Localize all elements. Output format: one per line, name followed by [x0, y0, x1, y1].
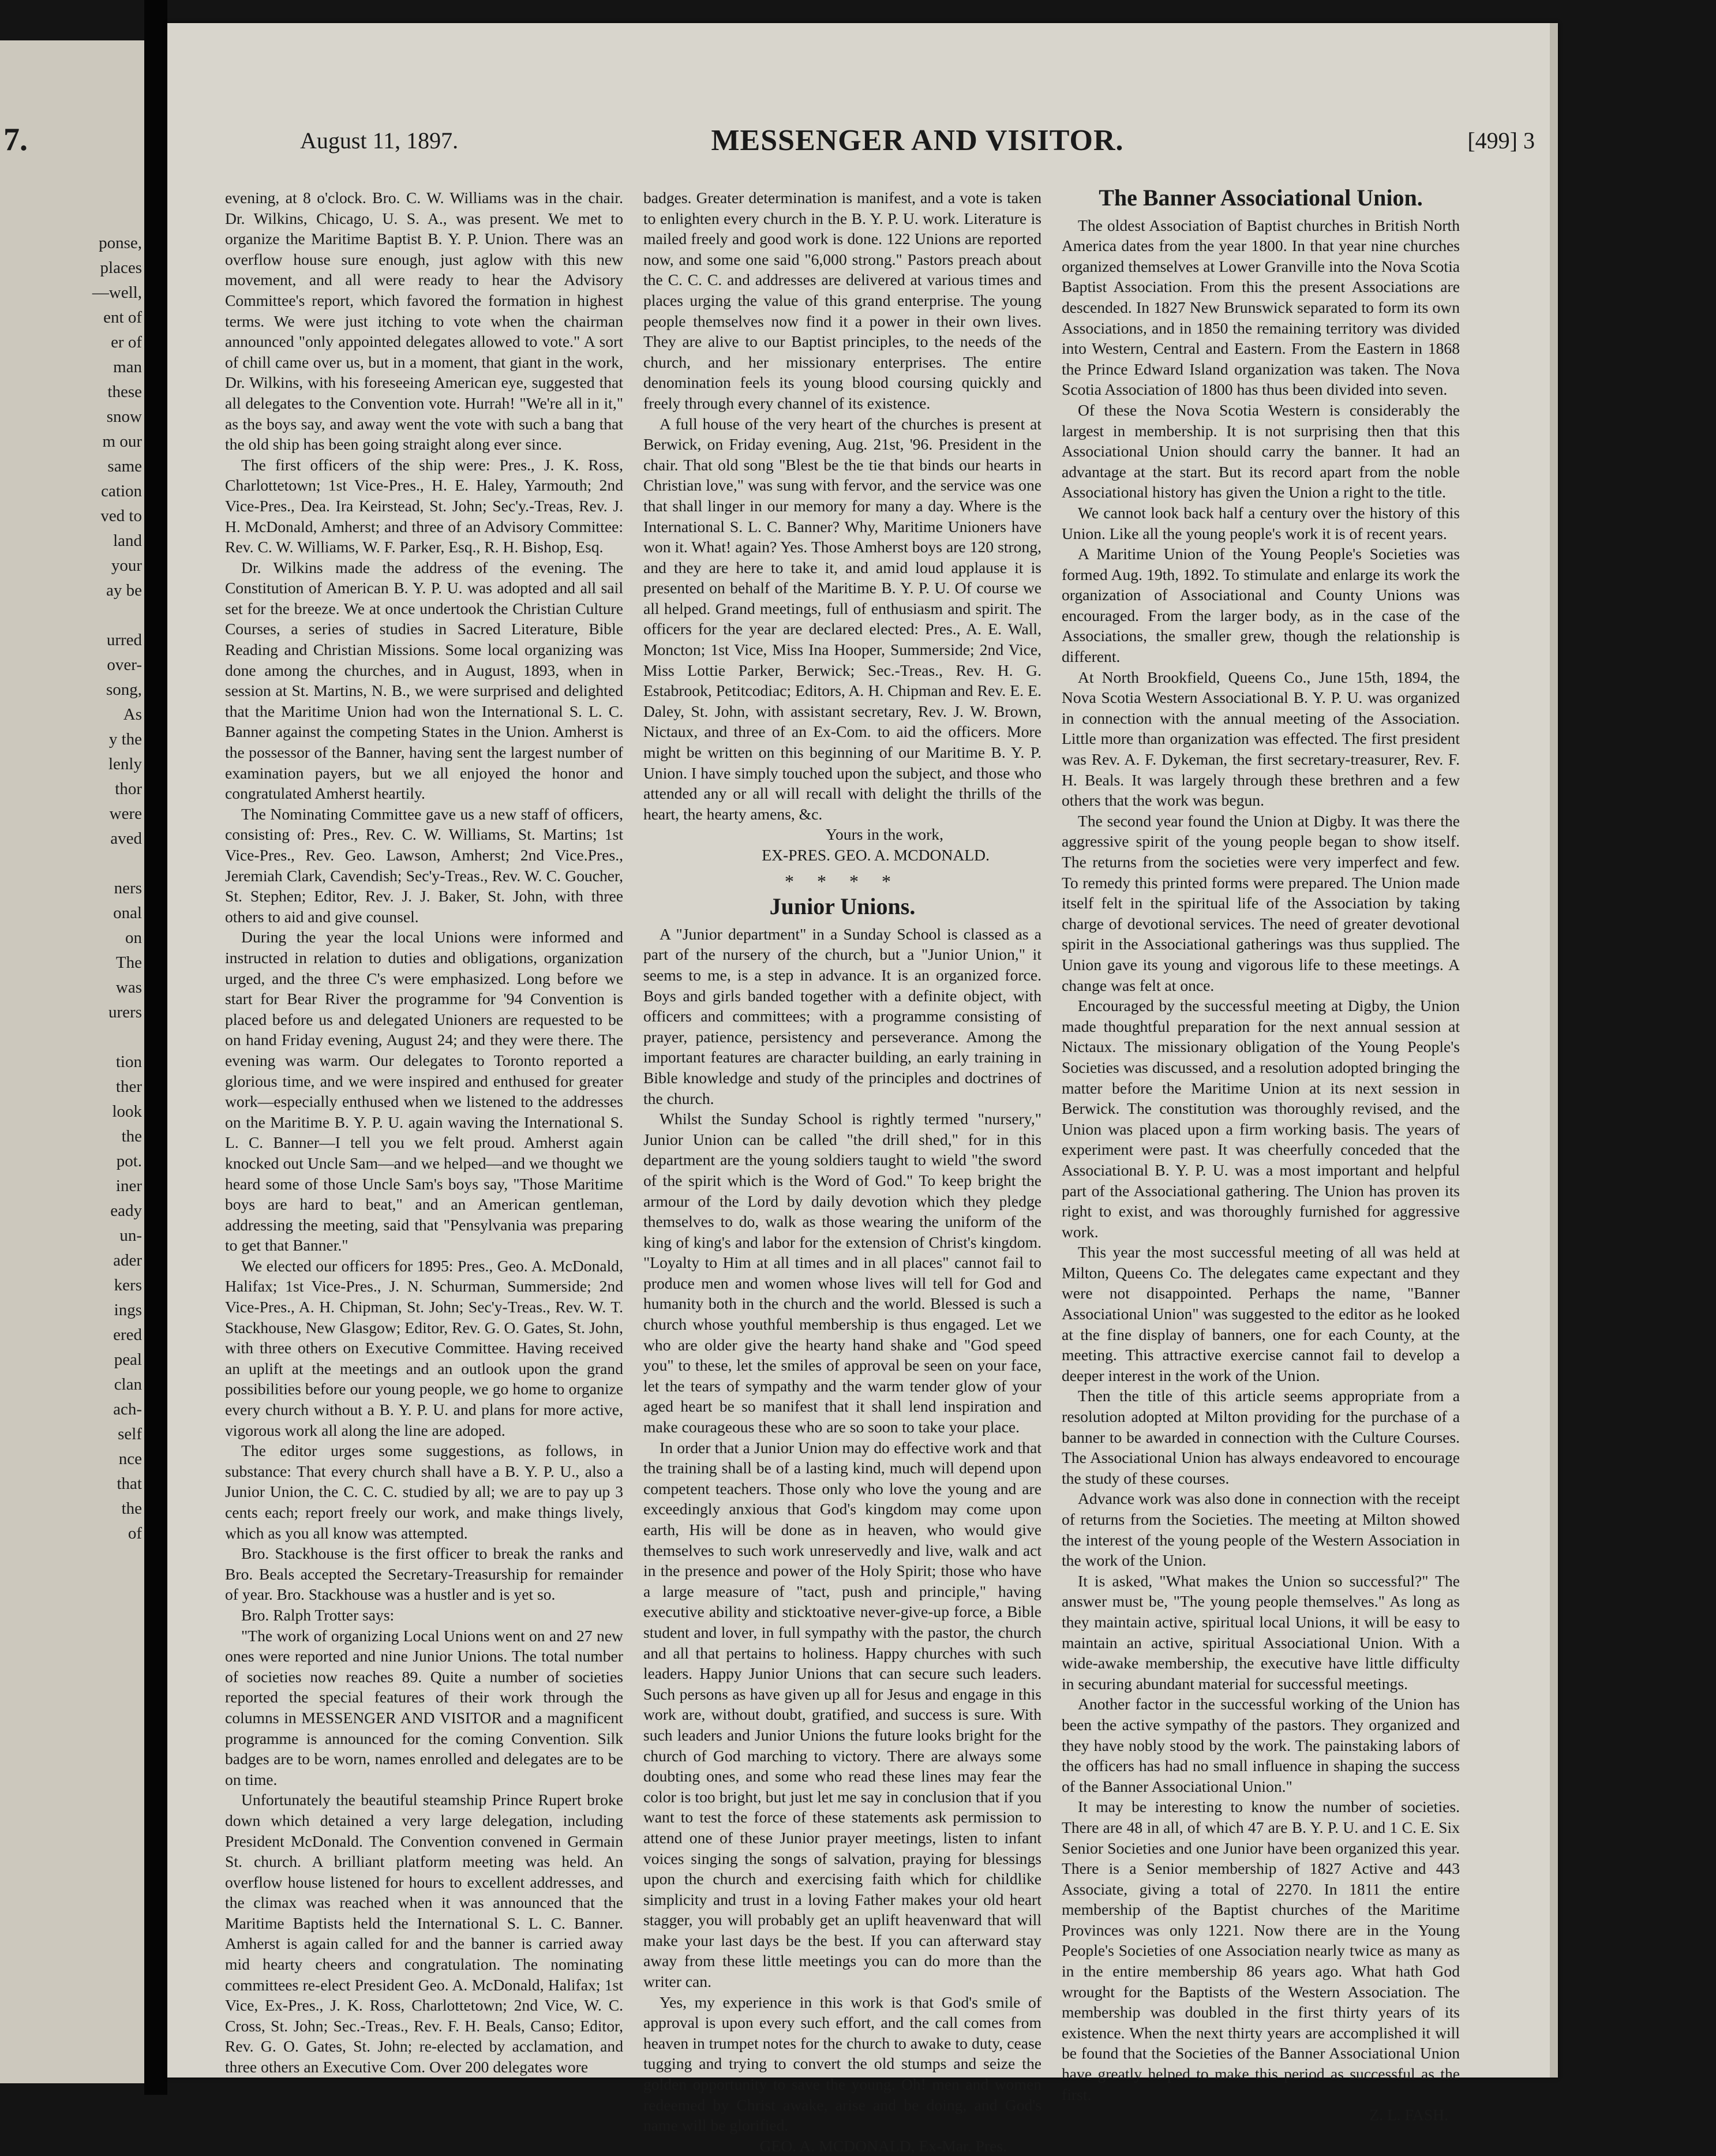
adjacent-page-text: ponse, places —well, ent of er of man these snow m our same cation ved to land your ay be urred over- song, As y the lenly thor were aved ners onal on The was urers tion ther look the pot. iner eady un- ader kers ings ered peal clan ach- self nce that the of — [92, 234, 142, 1543]
paragraph: Bro. Stackhouse is the first officer to break the ranks and Bro. Beals accepted the Secretary-Treasurship for remainder of year. Bro. Stackhouse was a hustler and is yet so. — [225, 1544, 623, 1604]
paragraph: Then the title of this article seems appropriate from a resolution adopted at Milton providing for the purchase of a banner to be awarded in connection with the Culture Courses. The Associational Union has always endeavored to encourage the study of these courses. — [1062, 1387, 1460, 1487]
paragraph: The first officers of the ship were: Pres., J. K. Ross, Charlottetown; 1st Vice-Pres., H. E. Haley, Yarmouth; 2nd Vice-Pres., Dea. Ira Keirstead, St. John; Sec'y.-Treas, Rev. J. H. McDonald, Amherst; and three of an Advisory Committee: Rev. C. W. Williams, W. F. Parker, Esq., R. H. Bishop, Esq. — [225, 455, 623, 556]
paragraph: Encouraged by the successful meeting at Digby, the Union made thoughtful preparation for the next annual session at Nictaux. The missionary obligation of the Young People's Societies was discussed, and a resolution adopted bringing the matter before the Maritime Union at its next session in Berwick. The constitution was thoroughly revised, and the Union was placed upon a firm working basis. The years of experiment were past. It was cheerfully conceded that the Associational B. Y. P. U. was a most important and helpful part of the Associational gathering. The Union has proven its right to exist, and was thoroughly furnished for aggressive work. — [1062, 997, 1460, 1241]
paragraph: The oldest Association of Baptist churches in British North America dates from the year 1800. In that year nine churches organized themselves at Lower Granville into the Nova Scotia Baptist Association. From this the present Associations are descended. In 1827 New Brunswick separated to form its own Associations, and in 1850 the remaining territory was divided into Western, Central and Eastern. From the Eastern in 1868 the Prince Edward Island organization was taken. The Nova Scotia Association of 1800 has thus been divided into seven. — [1062, 216, 1460, 399]
column-1 — [225, 188, 623, 2076]
paragraph: The Nominating Committee gave us a new staff of officers, consisting of: Pres., Rev. C. W. Williams, St. Martins; 1st Vice-Pres., Rev. Geo. Lawson, Amherst; 2nd Vice.Pres., Jeremiah Clark, Cavendish; Sec'y-Treas., Rev. W. C. Goucher, St. Stephen; Editor, Rev. J. J. Baker, St. John, with three others to aid and give counsel. — [225, 804, 623, 926]
paragraph: We elected our officers for 1895: Pres., Geo. A. McDonald, Halifax; 1st Vice-Pres., J. N. Schurman, Summerside; 2nd Vice-Pres., A. H. Chipman, St. John; Sec'y-Treas., Rev. W. T. Stackhouse, New Glasgow; Editor, Rev. G. O. Gates, St. John, with three others on Executive Committee. Having received an uplift at the meetings and an outlook upon the grand possibilities before our young people, we go home to organize every church without a B. Y. P. U. and plans for more active, vigorous work all along the line are adoped. — [225, 1256, 623, 1439]
issue-date: August 11, 1897. — [300, 128, 459, 154]
paragraph: The second year found the Union at Digby. It was there the aggressive spirit of the young people began to show itself. The returns from the societies were very imperfect and few. To remedy this printed forms were prepared. The Union made itself felt in the spiritual life of the Association by taking charge of devotional services. The need of greater devotional spirit in the Associational gatherings was thus supplied. The Union gave its young and vigorous life to these meetings. A change was felt at once. — [1062, 811, 1460, 994]
paragraph: It may be interesting to know the number of societies. There are 48 in all, of which 47 are B. Y. P. U. and 1 C. E. Six Senior Societies and one Junior have been organized this year. There is a Senior membership of 1827 Active and 443 Associate, giving a total of 2270. In 1811 the entire membership of the Baptist churches of the Maritime Provinces was only 1221. Now there are in the Young People's Societies of one Association nearly twice as many as in the entire membership 86 years ago. What hath God wrought for the Baptists of the Western Association. The membership was doubled in the first thirty years of its existence. When the next thirty years are accomplished it will be found that the Societies of the Banner Associational Union have greatly helped to make this period as successful as the first. — [1062, 1798, 1460, 2103]
paragraph: A "Junior department" in a Sunday School is classed as a part of the nursery of the church, but a "Junior Union," it seems to me, is a step in advance. It is an organized force. Boys and girls banded together with a definite object, with officers and committees; with a programme consisting of prayer, patience, persistency and perseverance. Among the important features are character building, an early training in Bible knowledge and study of the principles and doctrines of the church. — [643, 924, 1041, 1107]
article-heading: Junior Unions. — [769, 893, 916, 920]
paragraph: It is asked, "What makes the Union so successful?" The answer must be, "The young people themselves." As long as they maintain active, spiritual local Unions, it will be easy to maintain an active, spiritual Associational Union. With a wide-awake membership, the executive have little difficulty in securing abundant material for successful meetings. — [1062, 1571, 1460, 1693]
paragraph: Yes, my experience in this work is that God's smile of approval is upon every such effort, and the call comes from heaven in trumpet notes for the church to awake to duty, cease tugging and trying to convert the old stumps and seize the golden opportunity to save the young. Oh! men and women redeemed by Christ awake, arise and be doing, and God's name will be glorified. — [643, 1993, 1041, 2135]
paragraph: Of these the Nova Scotia Western is considerably the largest in membership. It is not surprising then that this Associational Union should carry the banner. It had an advantage at the start. But its record apart from the noble Associational history has given the Union a right to the title. — [1062, 400, 1460, 501]
column-2 — [643, 188, 1041, 2155]
paragraph: Advance work was also done in connection with the receipt of returns from the Societies. The meeting at Milton showed the interest of the young people of the Western Association in the work of the Union. — [1062, 1489, 1460, 1570]
paragraph: In order that a Junior Union may do effective work and that the training shall be of a lasting kind, much will depend upon competent teachers. Those only who love the young and are exceedingly anxious that God's kingdom may come upon earth, His will be done as in heaven, who would give themselves to such work unreservedly and live, walk and act in the presence and power of the Holy Spirit; those who have a large measure of "tact, push and principle," having executive ability and sticktoative never-give-up force, a Bible student and lover, in full sympathy with the pastor, the church and all that pertains to holiness. Happy churches with such leaders. Happy Junior Unions that can secure such leaders. Such persons as have given up all for Jesus and engage in this work are, without doubt, gratified, and success is sure. With such leaders and Junior Unions the future looks bright for the church of God marching to victory. There are always some doubting ones, and some who read these lines may fear the color is too bright, but just let me say in conclusion that if you want to test the force of these statements ask permission to attend one of these Junior prayer meetings, listen to infant voices singing the songs of salvation, praying for blessings upon the church and exercising faith which for childlike simplicity and trust in a loving Father makes your old heart stagger, you will probably get an uplift heavenward that will make your last days be the best. If you can afterward stay away from these little meetings you can do more than the writer can. — [643, 1438, 1041, 1991]
paragraph: "The work of organizing Local Unions went on and 27 new ones were reported and nine Junior Unions. The total number of societies now reaches 89. Quite a number of societies reported the special features of their work through the columns in MESSENGER AND VISITOR and a magnificent programme is announced for the coming Convention. Silk badges are to be worn, names enrolled and delegates are to be on time. — [225, 1626, 623, 1788]
paragraph: We cannot look back half a century over the history of this Union. Like all the young people's work it is of recent years. — [1062, 503, 1460, 542]
paragraph: evening, at 8 o'clock. Bro. C. W. Williams was in the chair. Dr. Wilkins, Chicago, U. S. A., was present. We met to organize the Maritime Baptist B. Y. P. Union. There was an overflow house sure enough, just aglow with this new movement, and all were ready to hear the Advisory Committee's report, which favored the formation in highest terms. We were just itching to vote when the chairman announced "only appointed delegates allowed to vote." A sort of chill came over us, but in a moment, that giant in the work, Dr. Wilkins, with his foreseeing American eye, suggested that all delegates to the Convention vote. Hurrah! "We're all in it," as the boys say, and away went the vote with such a bang that the old ship has been going straight along ever since. — [225, 189, 623, 454]
paragraph: Whilst the Sunday School is rightly termed "nursery," Junior Union can be called "the drill shed," for in this department are the young soldiers taught to wield "the sword of the spirit which is the Word of God." To keep bright the armour of the Lord by daily devotion which they pledge themselves to do, walk as those wearing the uniform of the king of king's and labor for the extension of Christ's kingdom. "Loyalty to Him at all times and in all places" cannot fail to produce men and women whose lives will tell for God and humanity both in the church and the world. Blessed is such a church whose youthful membership is thus engaged. Let we who are older give the hearty hand shake and "God speed you" to these, let the smiles of approval be seen on your face, let the tears of sympathy and the warm tender glow of your aged heart be so manifest that it shall lend inspiration and make courageous these who are so soon to take your place. — [643, 1110, 1041, 1436]
paragraph: During the year the local Unions were informed and instructed in relation to duties and obligations, organization urged, and the three C's were emphasized. Long before we start for Bear River the programme for '94 Convention is placed before us and delegated Unioners are requested to be on hand Friday evening, August 24; and they were there. The evening was warm. Our delegates to Toronto reported a glorious time, and we were inspired and enthused for greater work—especially enthused when we listened to the addresses on the Maritime B. Y. P. U. again waving the International S. L. C. Banner—I tell you we felt proud. Amherst again knocked out Uncle Sam—and we helped—and we thought we heard some of those Uncle Sam's boys say, "Those Maritime boys are hard to beat," and an American gentleman, addressing the meeting, said that "Pensylvania was preparing to get that Banner." — [225, 928, 623, 1255]
article-signature: EX-PRES. GEO. A. MCDONALD. — [762, 846, 990, 864]
column-3 — [1062, 185, 1460, 2124]
paragraph: The editor urges some suggestions, as follows, in substance: That every church shall have a B. Y. P. U., also a Junior Union, the C. C. C. studied by all; we are to pay up 3 cents each; report freely our work, and make things lively, which as you all know was attempted. — [225, 1442, 623, 1542]
masthead-title: MESSENGER AND VISITOR. — [711, 124, 1124, 157]
section-divider: * * * * — [785, 870, 900, 892]
paragraph: Bro. Ralph Trotter says: — [241, 1605, 395, 1624]
book-gutter — [144, 0, 167, 2095]
adjacent-page-fragment — [0, 40, 144, 2083]
article-heading: The Banner Associational Union. — [1099, 185, 1423, 211]
article-signature: Z. L. FASH. — [1369, 2106, 1448, 2124]
page-number: [499] 3 — [1467, 128, 1535, 154]
closing-line: Yours in the work, — [825, 825, 943, 844]
page-header — [300, 124, 1535, 173]
paragraph: A Maritime Union of the Young People's Societies was formed Aug. 19th, 1892. To stimulate and enlarge its work the organization of Associational and County Unions was encouraged. From the larger body, as in the case of the Associations, the smaller grew, though the relationship is different. — [1062, 545, 1460, 666]
paragraph: Unfortunately the beautiful steamship Prince Rupert broke down which detained a very large delegation, including President McDonald. The Convention convened in Germain St. church. A brilliant platform meeting was held. An overflow house listened for hours to excellent addresses, and the climax was reached when it was announced that the Maritime Baptists held the International S. L. C. Banner. Amherst is again called for and the banner is carried away mid hearty cheers and congratulation. The nominating committees re-elect President Geo. A. McDonald, Halifax; 1st Vice, Ex-Pres., J. K. Ross, Charlottetown; 2nd Vice, W. C. Cross, St. John; Sec.-Treas., Rev. F. H. Beals, Canso; Editor, Rev. G. O. Gates, St. John; re-elected by acclamation, and three others an Executive Com. Over 200 delegates wore — [225, 1791, 623, 2076]
paragraph: This year the most successful meeting of all was held at Milton, Queens Co. The delegates came expectant and they were not disappointed. Perhaps the name, "Banner Associational Union" was suggested to the editor as he looked at the fine display of banners, one for each County, at the meeting. This attractive exercise cannot fail to develop a deeper interest in the work of the Union. — [1062, 1243, 1460, 1384]
paragraph: badges. Greater determination is manifest, and a vote is taken to enlighten every church in the B. Y. P. U. work. Literature is mailed freely and good work is done. 122 Unions are reported now, and some one said "6,000 strong." Pastors preach about the C. C. C. and addresses are delivered at various times and places urging the value of this grand enterprise. The young people themselves now find it a power in their own lives. They are alive to our Baptist principles, to the needs of the church, and her missionary enterprises. The entire denomination feels its young blood coursing quickly and freely through every channel of its existence. — [643, 189, 1041, 412]
newspaper-page — [167, 23, 1558, 2155]
adjacent-page-number: 7. — [3, 122, 28, 158]
paragraph: Another factor in the successful working of the Union has been the active sympathy of the pastors. They organized and they have nobly stood by the work. The painstaking labors of the officers has had no small influence in shaping the success of the Banner Associational Union." — [1062, 1695, 1460, 1795]
paragraph: Dr. Wilkins made the address of the evening. The Constitution of American B. Y. P. U. was adopted and all sail set for the breeze. We at once undertook the Christian Culture Courses, a series of studies in Sacred Literature, Bible Reading and Christian Missions. Some local organizing was done among the churches, and in August, 1893, when in session at St. Martins, N. B., we were surprised and delighted that the Maritime Union had won the International S. L. C. Banner against the competing States in the Union. Amherst is the possessor of the Banner, having sent the largest number of examination payers, but we all enjoyed the honor and congratulated Amherst heartily. — [225, 558, 623, 803]
paragraph: A full house of the very heart of the churches is present at Berwick, on Friday evening, Aug. 21st, '96. President in the chair. That old song "Blest be the tie that binds our hearts in Christian love," was sung with fervor, and the service was one that shall linger in our memory for many a day. Where is the International S. L. C. Banner? Why, Maritime Unioners have won it. What! again? Yes. Those Amherst boys are 120 strong, and they are here to take it, and amid loud applause it is presented on behalf of the Maritime B. Y. P. U. Of course we all helped. Grand meetings, full of enthusiasm and spirit. The officers for the year are declared elected: Pres., A. E. Wall, Moncton; 1st Vice, Miss Ina Hooper, Summerside; 2nd Vice, Miss Lottie Parker, Berwick; Sec.-Treas., Rev. H. G. Estabrook, Petitcodiac; Editors, A. H. Chipman and Rev. E. E. Daley, St. John, with assistant secretary, Rev. J. W. Brown, Nictaux, and three of an Ex-Com. to aid the officers. More might be written on this beginning of our Maritime B. Y. P. Union. I have simply touched upon the subject, and those who attended any or all will recall with delight the thrills of the heart, the hearty amens, &c. — [643, 414, 1041, 823]
article-signature: GEO. A. MCDONALD, Ex-Mar. Pres. — [759, 2136, 1007, 2155]
page-edge — [1550, 23, 1558, 2078]
paragraph: At North Brookfield, Queens Co., June 15th, 1894, the Nova Scotia Western Associational B. Y. P. U. was organized in connection with the annual meeting of the Association. Little more than organization was effected. The first president was Rev. A. F. Dykeman, the first secretary-treasurer, Rev. F. H. Beals. It was largely through these brethren and a few others that the work was begun. — [1062, 668, 1460, 810]
